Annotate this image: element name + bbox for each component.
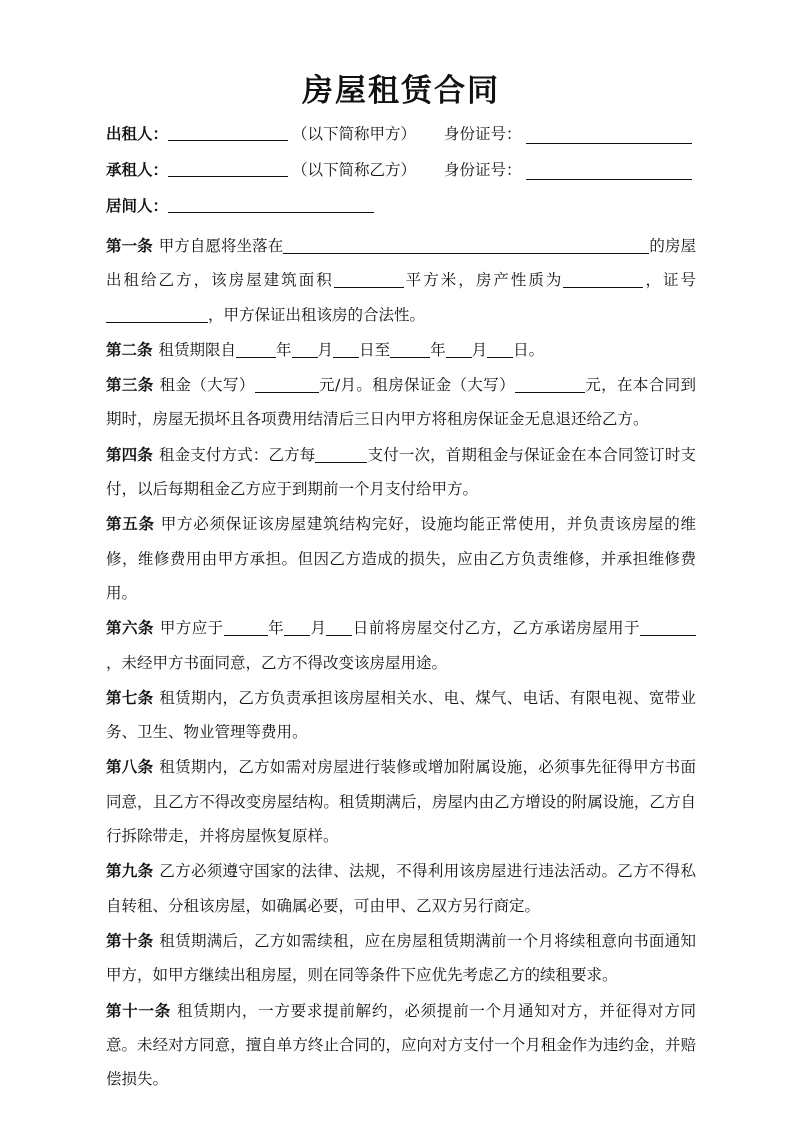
article-5 xyxy=(106,507,696,610)
article-text: 支付一次，首期租金与保证金在本合同签订时支付，以后每期租金乙方应于到期前一个月支付给甲方。 xyxy=(106,445,696,499)
end-day-blank[interactable] xyxy=(487,340,513,358)
article-heading: 第二条 xyxy=(106,340,153,359)
lessor-row xyxy=(106,116,696,152)
agent-name-blank[interactable] xyxy=(168,194,374,213)
article-text: 甲方必须保证该房屋建筑结构完好，设施均能正常使用，并负责该房屋的维修，维修费用由甲方承担。但因乙方造成的损失，应由乙方负责维修，并承担维修费用。 xyxy=(106,515,696,602)
lessee-row xyxy=(106,152,696,188)
article-2 xyxy=(106,333,696,367)
delivery-year-blank[interactable] xyxy=(224,618,268,636)
article-text: 月 xyxy=(317,340,334,359)
property-location-blank[interactable] xyxy=(283,236,649,254)
rent-amount-blank[interactable] xyxy=(255,375,319,393)
end-year-blank[interactable] xyxy=(390,340,430,358)
articles-section xyxy=(106,229,696,1096)
article-4 xyxy=(106,438,696,507)
article-text: ，未经甲方书面同意，乙方不得改变该房屋用途。 xyxy=(106,653,448,672)
article-text: 日前将房屋交付乙方，乙方承诺房屋用于 xyxy=(352,619,640,638)
article-7 xyxy=(106,681,696,750)
article-heading: 第九条 xyxy=(106,862,154,881)
lessee-label: 承租人： xyxy=(106,161,169,179)
article-9 xyxy=(106,854,696,923)
lessee-name-blank[interactable] xyxy=(168,158,288,177)
article-3 xyxy=(106,368,696,437)
article-text: 元/月。租房保证金（大写） xyxy=(318,376,515,395)
article-text: 元，在本合同到期时，房屋无损坏且各项费用结清后三日内甲方将租房保证金无息退还给乙方。 xyxy=(106,376,696,429)
agent-row xyxy=(106,188,696,224)
article-text: 平方米，房产性质为 xyxy=(403,271,564,290)
article-text: 租赁期内，乙方如需对房屋进行装修或增加附属设施，必须事先征得甲方书面同意，且乙方不得改变房屋结构。租赁期满后，房屋内由乙方增设的附属设施，乙方自行拆除带走，并将房屋恢复原样。 xyxy=(106,758,696,846)
article-text: ，证号 xyxy=(643,271,696,290)
article-text: 租赁期内，乙方负责承担该房屋相关水、电、煤气、电话、有限电视、宽带业务、卫生、物业管理等费用。 xyxy=(106,688,696,742)
article-text: 租赁期内，一方要求提前解约，必须提前一个月通知对方，并征得对方同意。未经对方同意，擅自单方终止合同的，应向对方支付一个月租金作为违约金，并赔偿损失。 xyxy=(106,1001,696,1089)
lessor-id-label: 身份证号： xyxy=(444,125,522,143)
article-heading: 第八条 xyxy=(106,758,154,777)
article-heading: 第四条 xyxy=(106,445,153,464)
lessor-id-blank[interactable] xyxy=(526,125,692,144)
lessor-name-blank[interactable] xyxy=(168,122,288,141)
article-text: 甲方自愿将坐落在 xyxy=(158,237,284,255)
article-text: 年 xyxy=(276,340,292,359)
document-title: 房屋租赁合同 xyxy=(302,73,500,109)
article-text: 日至 xyxy=(359,340,391,359)
usage-purpose-blank[interactable] xyxy=(640,618,696,636)
article-heading: 第六条 xyxy=(106,619,154,638)
article-heading: 第七条 xyxy=(106,688,154,707)
deposit-amount-blank[interactable] xyxy=(515,375,585,393)
article-text: ，甲方保证出租该房的合法性。 xyxy=(208,305,426,324)
article-text: 租赁期限自 xyxy=(158,340,237,359)
article-text: 租赁期满后，乙方如需续租，应在房屋租赁期满前一个月将续租意向书面通知甲方，如甲方继续出租房屋，则在同等条件下应优先考虑乙方的续租要求。 xyxy=(106,931,696,985)
lessee-note: （以下简称乙方） xyxy=(292,161,417,179)
article-heading: 第十一条 xyxy=(106,1001,171,1020)
start-day-blank[interactable] xyxy=(333,340,359,358)
lessor-note: （以下简称甲方） xyxy=(292,125,417,143)
end-month-blank[interactable] xyxy=(446,340,472,358)
parties-section xyxy=(106,116,696,224)
floor-area-blank[interactable] xyxy=(334,270,404,288)
start-month-blank[interactable] xyxy=(292,340,318,358)
article-heading: 第三条 xyxy=(106,376,154,395)
delivery-month-blank[interactable] xyxy=(284,618,310,636)
article-heading: 第十条 xyxy=(106,931,154,950)
lessee-id-blank[interactable] xyxy=(526,161,692,180)
certificate-number-blank[interactable] xyxy=(106,305,208,323)
lessor-label: 出租人： xyxy=(106,125,169,143)
article-text: 年 xyxy=(267,619,285,638)
article-heading: 第一条 xyxy=(106,237,153,255)
article-1 xyxy=(106,229,696,332)
article-10 xyxy=(106,924,696,993)
start-year-blank[interactable] xyxy=(236,340,276,358)
article-text: 乙方必须遵守国家的法律、法规，不得利用该房屋进行违法活动。乙方不得私自转租、分租该房屋，如确属必要，可由甲、乙双方另行商定。 xyxy=(106,862,696,915)
payment-period-blank[interactable] xyxy=(315,445,367,463)
article-6 xyxy=(106,611,696,680)
article-text: 月 xyxy=(471,340,488,359)
article-11 xyxy=(106,994,696,1097)
article-heading: 第五条 xyxy=(106,515,155,534)
lessee-id-label: 身份证号： xyxy=(444,161,522,179)
article-text: 甲方应于 xyxy=(159,619,224,638)
article-text: 年 xyxy=(430,340,446,359)
agent-label: 居间人： xyxy=(106,197,169,215)
article-text: 日。 xyxy=(513,340,545,359)
article-text: 月 xyxy=(310,619,327,638)
delivery-day-blank[interactable] xyxy=(326,618,352,636)
article-8 xyxy=(106,750,696,853)
article-text: 租金支付方式：乙方每 xyxy=(158,445,316,464)
article-text: 的房屋出租给乙方，该房屋建筑面积 xyxy=(106,237,696,290)
property-nature-blank[interactable] xyxy=(563,270,643,288)
article-text: 租金（大写） xyxy=(159,376,255,395)
